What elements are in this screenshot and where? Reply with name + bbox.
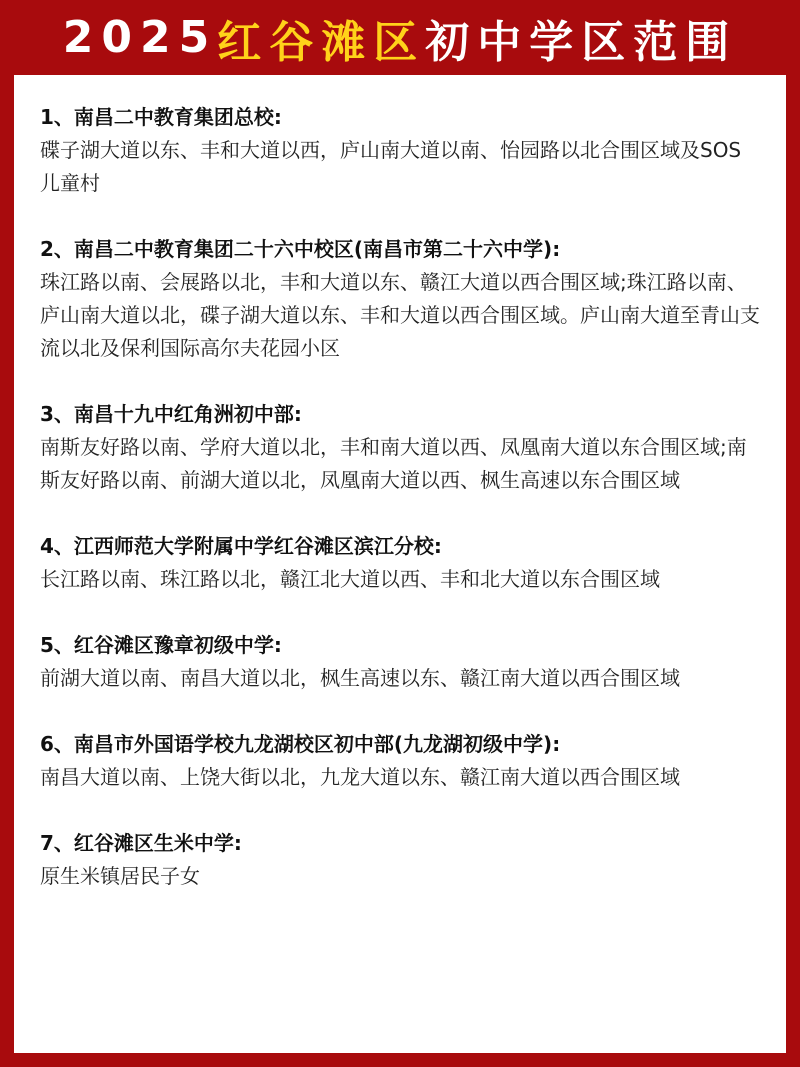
school-zone: 南昌大道以南、上饶大街以北，九龙大道以东、赣江南大道以西合围区域 [40, 765, 680, 789]
school-section [40, 530, 760, 596]
school-name: 1、南昌二中教育集团总校: [40, 105, 282, 129]
school-section [40, 233, 760, 365]
school-name: 6、南昌市外国语学校九龙湖校区初中部(九龙湖初级中学): [40, 732, 561, 756]
school-section [40, 827, 760, 893]
school-section [40, 398, 760, 497]
school-zone: 南斯友好路以南、学府大道以北，丰和南大道以西、凤凰南大道以东合围区域;南斯友好路以南、前湖大道以北，凤凰南大道以西、枫生高速以东合围区域 [40, 435, 747, 492]
school-section [40, 101, 760, 200]
title-suffix: 初中学区范围 [425, 16, 738, 68]
school-name: 7、红谷滩区生米中学: [40, 831, 242, 855]
school-name: 5、红谷滩区豫章初级中学: [40, 633, 282, 657]
school-zone: 原生米镇居民子女 [40, 864, 200, 888]
school-zone: 前湖大道以南、南昌大道以北，枫生高速以东、赣江南大道以西合围区域 [40, 666, 680, 690]
school-name: 4、江西师范大学附属中学红谷滩区滨江分校: [40, 534, 442, 558]
school-section [40, 728, 760, 794]
title-year: 2025 [62, 12, 218, 63]
school-zone: 珠江路以南、会展路以北，丰和大道以东、赣江大道以西合围区域;珠江路以南、庐山南大道以北，碟子湖大道以东、丰和大道以西合围区域。庐山南大道至青山支流以北及保利国际高尔夫花园小区 [40, 270, 760, 360]
content-panel [14, 75, 786, 1053]
school-name: 2、南昌二中教育集团二十六中校区(南昌市第二十六中学): [40, 237, 561, 261]
title-district: 红谷滩区 [217, 16, 426, 68]
school-zone: 碟子湖大道以东、丰和大道以西，庐山南大道以南、怡园路以北合围区域及SOS儿童村 [40, 138, 742, 195]
page-title [0, 0, 800, 75]
school-name: 3、南昌十九中红角洲初中部: [40, 402, 302, 426]
school-zone: 长江路以南、珠江路以北，赣江北大道以西、丰和北大道以东合围区域 [40, 567, 660, 591]
school-section [40, 629, 760, 695]
